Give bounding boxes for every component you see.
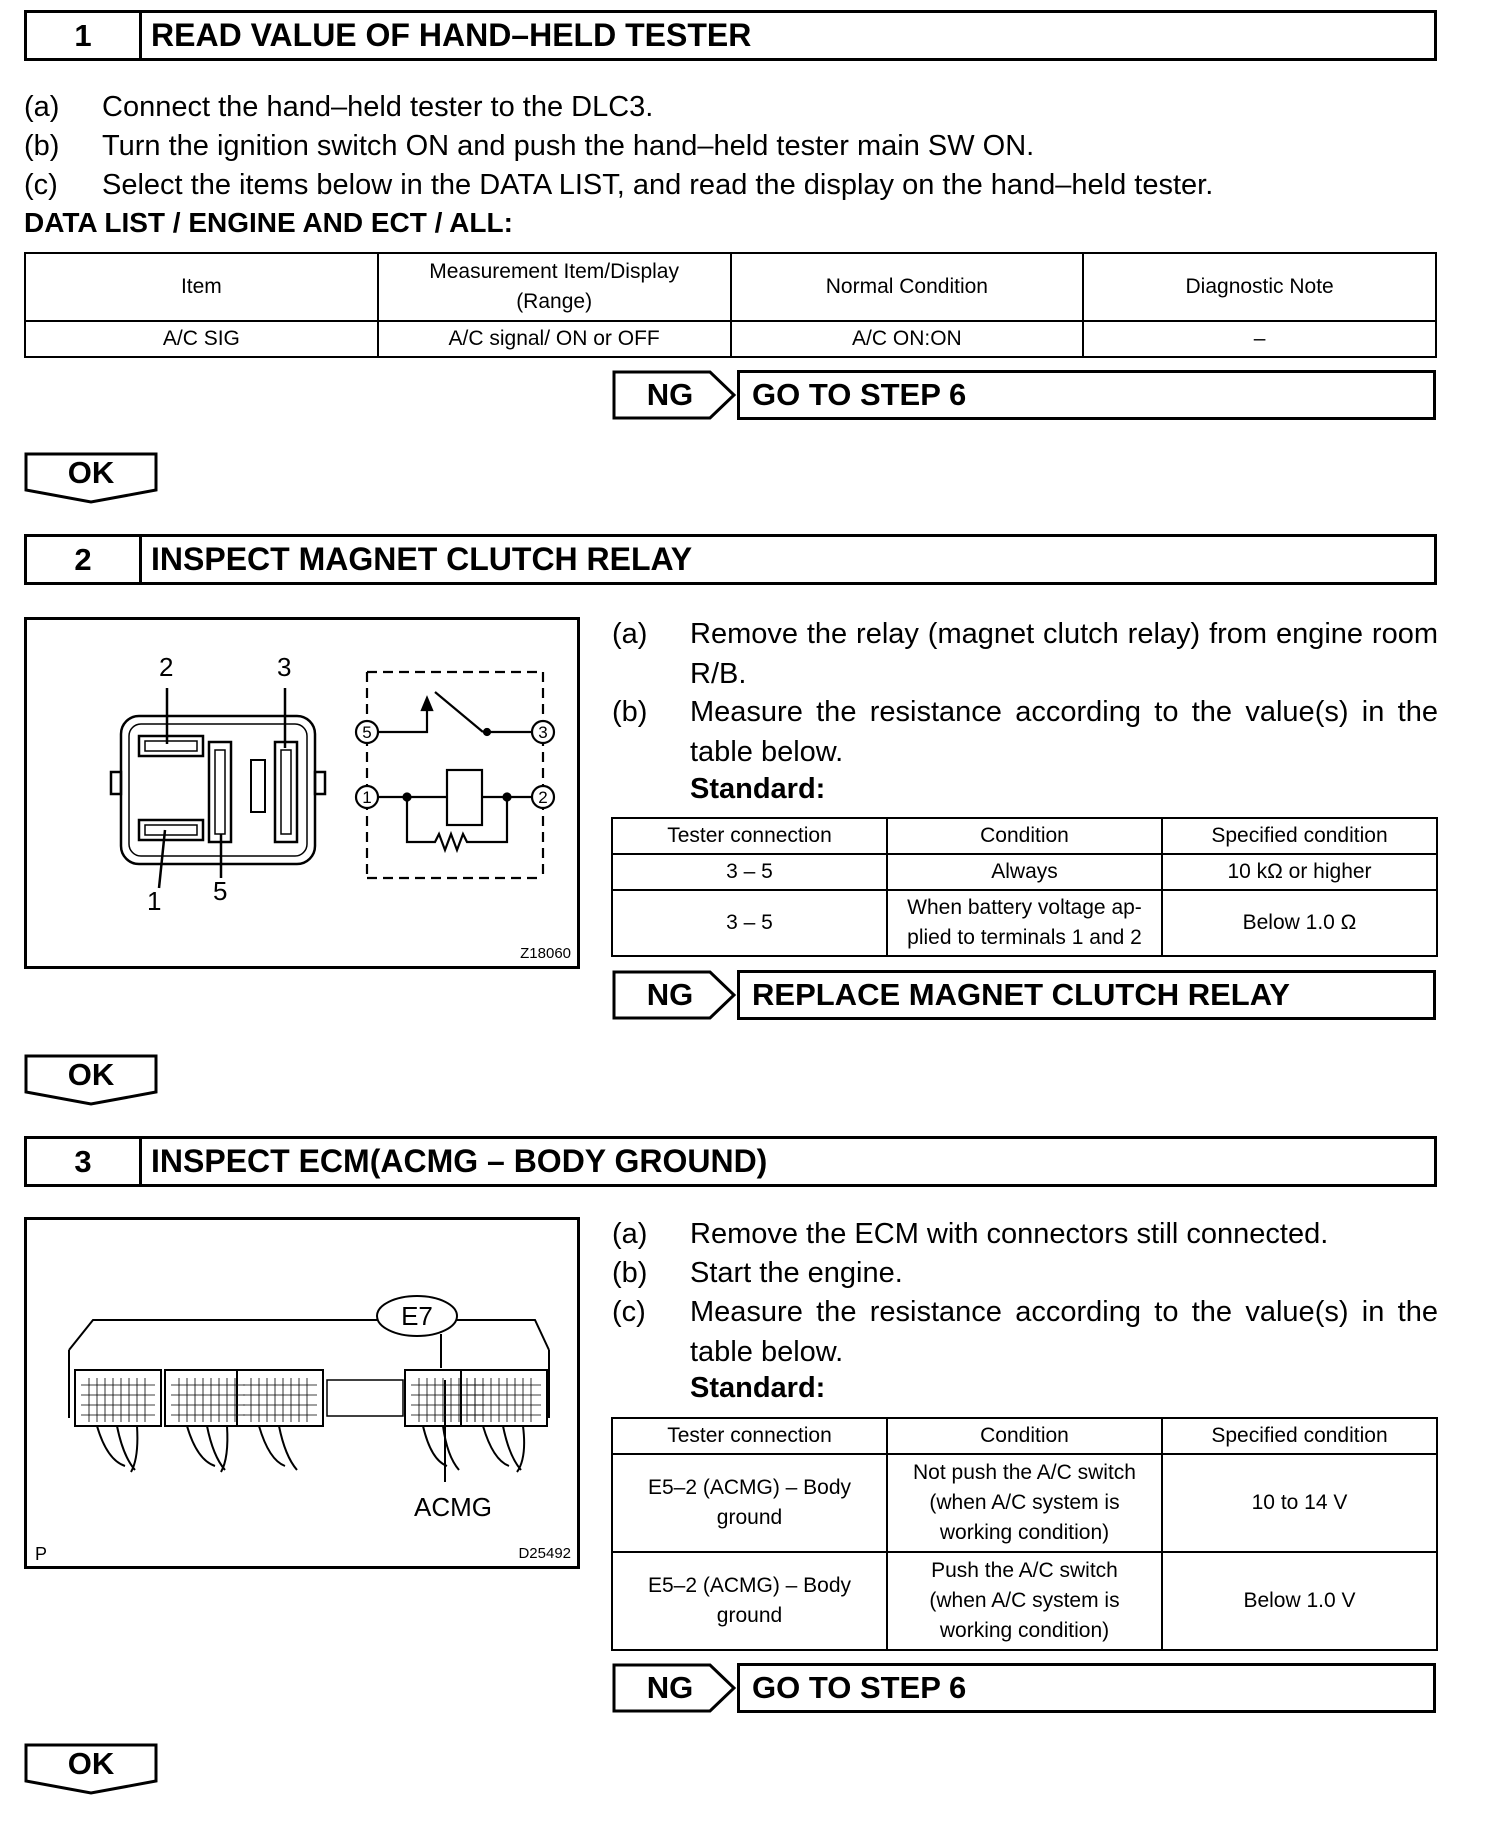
col-header-condition: Condition xyxy=(887,1418,1162,1454)
pin-label-2: 2 xyxy=(159,652,174,682)
standard-label: Standard: xyxy=(690,773,826,805)
step2-instruction-b: (b) Measure the resistance according to the value(s) in the table below. xyxy=(612,696,1438,768)
data-list-table xyxy=(24,252,1437,358)
relay-diagram xyxy=(27,620,577,966)
step2-title: INSPECT MAGNET CLUTCH RELAY xyxy=(151,541,693,577)
ng-target: GO TO STEP 6 xyxy=(737,370,1436,420)
cell-item: A/C SIG xyxy=(25,321,378,357)
ok-label: OK xyxy=(67,455,115,490)
cell-connection: 3 – 5 xyxy=(612,854,887,890)
step2-number: 2 xyxy=(27,537,142,582)
ecm-figure xyxy=(24,1217,580,1569)
table-row xyxy=(612,890,1437,956)
ng-target: REPLACE MAGNET CLUTCH RELAY xyxy=(737,970,1436,1020)
step3-header xyxy=(24,1136,1437,1187)
col-header-normal-condition: Normal Condition xyxy=(731,253,1084,321)
ok-label: OK xyxy=(67,1057,115,1092)
pin-label-1: 1 xyxy=(147,886,162,916)
cell-condition: Push the A/C switch (when A/C system is working condition) xyxy=(887,1552,1162,1650)
pin-label-acmg: ACMG xyxy=(414,1492,492,1522)
col-header-condition: Condition xyxy=(887,818,1162,854)
figure-id: D25492 xyxy=(518,1545,571,1562)
step3-number: 3 xyxy=(27,1139,142,1184)
cell-spec: 10 to 14 V xyxy=(1162,1454,1437,1552)
ecm-spec-table xyxy=(611,1417,1438,1651)
table-row xyxy=(612,854,1437,890)
col-header-specified-condition: Specified condition xyxy=(1162,1418,1437,1454)
step1-number: 1 xyxy=(27,13,142,58)
relay-connector-drawing xyxy=(111,688,325,888)
table-row xyxy=(25,321,1436,357)
standard-label: Standard: xyxy=(690,1372,826,1404)
terminal-1: 1 xyxy=(362,788,372,807)
step1-header xyxy=(24,10,1437,61)
connector-label-e7: E7 xyxy=(401,1301,433,1331)
step1-ng-branch xyxy=(612,370,1436,420)
ok-label: OK xyxy=(67,1746,115,1781)
col-header-measurement: Measurement Item/Display (Range) xyxy=(378,253,731,321)
cell-spec: Below 1.0 V xyxy=(1162,1552,1437,1650)
cell-spec: Below 1.0 Ω xyxy=(1162,890,1437,956)
terminal-2: 2 xyxy=(538,788,548,807)
cell-connection: E5–2 (ACMG) – Body ground xyxy=(612,1454,887,1552)
relay-figure xyxy=(24,617,580,969)
relay-spec-table xyxy=(611,817,1438,957)
relay-circuit-drawing xyxy=(356,672,554,878)
terminal-3: 3 xyxy=(538,723,548,742)
cell-spec: 10 kΩ or higher xyxy=(1162,854,1437,890)
pin-label-3: 3 xyxy=(277,652,292,682)
step3-ok-branch xyxy=(24,1743,158,1795)
step2-ok-branch xyxy=(24,1054,158,1106)
col-header-item: Item xyxy=(25,253,378,321)
cell-connection: E5–2 (ACMG) – Body ground xyxy=(612,1552,887,1650)
cell-note: – xyxy=(1083,321,1436,357)
ng-target: GO TO STEP 6 xyxy=(737,1663,1436,1713)
step2-header xyxy=(24,534,1437,585)
cell-measurement: A/C signal/ ON or OFF xyxy=(378,321,731,357)
ecm-connectors xyxy=(75,1370,547,1426)
step1-ok-branch xyxy=(24,452,158,504)
table-row xyxy=(612,1552,1437,1650)
figure-id: Z18060 xyxy=(520,945,571,962)
cell-connection: 3 – 5 xyxy=(612,890,887,956)
ng-label: NG xyxy=(646,977,694,1012)
cell-condition: When battery voltage ap- plied to terminals 1 and 2 xyxy=(887,890,1162,956)
table-row xyxy=(612,1454,1437,1552)
step3-title: INSPECT ECM(ACMG – BODY GROUND) xyxy=(151,1143,768,1179)
data-list-title: DATA LIST / ENGINE AND ECT / ALL: xyxy=(24,207,513,238)
step3-ng-branch xyxy=(612,1663,1436,1713)
cell-normal: A/C ON:ON xyxy=(731,321,1084,357)
cell-condition: Not push the A/C switch (when A/C system is working condition) xyxy=(887,1454,1162,1552)
step3-instruction-c: (c) Measure the resistance according to the value(s) in the table below. xyxy=(612,1296,1438,1368)
col-header-tester-connection: Tester connection xyxy=(612,1418,887,1454)
col-header-specified-condition: Specified condition xyxy=(1162,818,1437,854)
ng-label: NG xyxy=(646,1670,694,1705)
terminal-5: 5 xyxy=(362,723,372,742)
pin-label-5: 5 xyxy=(213,876,228,906)
step3-instruction-a: (a) Remove the ECM with connectors still connected. xyxy=(612,1218,1329,1250)
col-header-diagnostic-note: Diagnostic Note xyxy=(1083,253,1436,321)
corner-label: P xyxy=(35,1544,48,1564)
step3-instruction-b: (b) Start the engine. xyxy=(612,1257,903,1289)
step2-ng-branch xyxy=(612,970,1436,1020)
step1-title: READ VALUE OF HAND–HELD TESTER xyxy=(151,17,752,53)
ng-label: NG xyxy=(646,377,694,412)
step2-instruction-a: (a) Remove the relay (magnet clutch relay) from engine room R/B. xyxy=(612,618,1438,690)
cell-condition: Always xyxy=(887,854,1162,890)
ecm-diagram xyxy=(27,1220,577,1566)
col-header-tester-connection: Tester connection xyxy=(612,818,887,854)
